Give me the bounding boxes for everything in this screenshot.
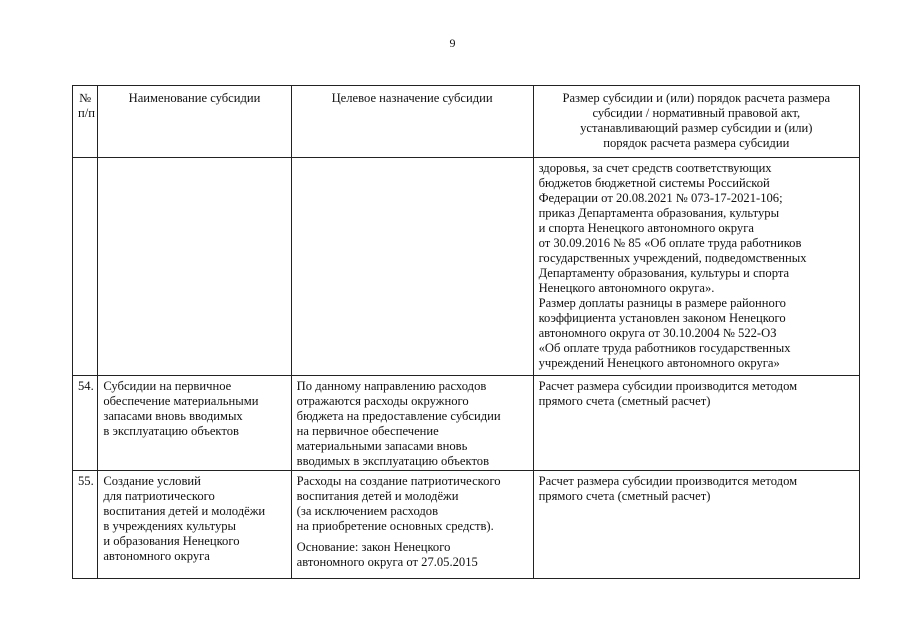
table-header-row bbox=[73, 86, 860, 158]
cell-purpose: По данному направлению расходов отражаются расходы окружного бюджета на предоставление субсидии на первичное обеспечение материальными запасами вновь вводимых в эксплуатацию объектов bbox=[291, 376, 533, 471]
cell-purpose: Расходы на создание патриотического воспитания детей и молодёжи (за исключением расходов на приобретение основных средств). Основание: закон Ненецкого автономного округа от 27.05.2015 bbox=[291, 471, 533, 579]
cell-size: Расчет размера субсидии производится методом прямого счета (сметный расчет) bbox=[533, 376, 859, 471]
cell-number: 55. bbox=[73, 471, 98, 579]
cell-name: Субсидии на первичное обеспечение материальными запасами вновь вводимых в эксплуатацию объектов bbox=[98, 376, 291, 471]
header-subsidy-purpose: Целевое назначение субсидии bbox=[291, 86, 533, 158]
header-subsidy-size: Размер субсидии и (или) порядок расчета размера субсидии / нормативный правовой акт, устанавливающий размер субсидии и (или) порядок расчета размера субсидии bbox=[533, 86, 859, 158]
cell-number bbox=[73, 158, 98, 376]
cell-number: 54. bbox=[73, 376, 98, 471]
header-subsidy-name: Наименование субсидии bbox=[98, 86, 291, 158]
table-row bbox=[73, 376, 860, 471]
header-number: № п/п bbox=[73, 86, 98, 158]
cell-name: Создание условий для патриотического воспитания детей и молодёжи в учреждениях культуры и образования Ненецкого автономного округа bbox=[98, 471, 291, 579]
cell-purpose bbox=[291, 158, 533, 376]
cell-size: здоровья, за счет средств соответствующих бюджетов бюджетной системы Российской Федерации от 20.08.2021 № 073-17-2021-106; приказ Департамента образования, культуры и спорта Ненецкого автономного округа от 30.09.2016 № 85 «Об оплате труда работников государственных учреждений, подведомственных Департаменту образования, культуры и спорта Ненецкого автономного округа». Размер доплаты разницы в размере районного коэффициента установлен законом Ненецкого автономного округа от 30.10.2004 № 522-ОЗ «Об оплате труда работников государственных учреждений Ненецкого автономного округа» bbox=[533, 158, 859, 376]
table-row-continuation bbox=[73, 158, 860, 376]
cell-size: Расчет размера субсидии производится методом прямого счета (сметный расчет) bbox=[533, 471, 859, 579]
cell-name bbox=[98, 158, 291, 376]
page-number: 9 bbox=[449, 36, 456, 50]
table-row bbox=[73, 471, 860, 579]
subsidy-table bbox=[72, 85, 860, 579]
